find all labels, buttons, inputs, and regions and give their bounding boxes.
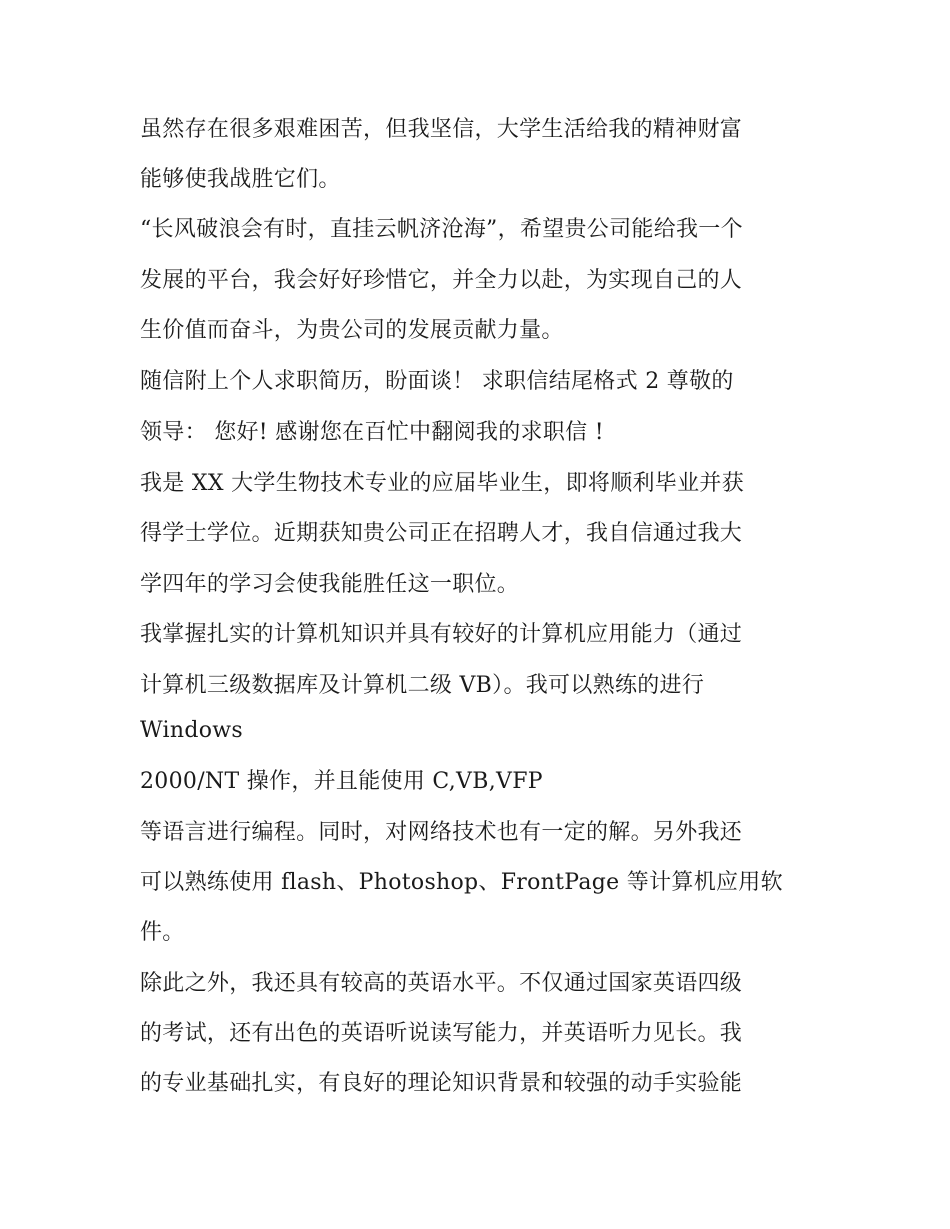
text-line: 生价值而奋斗，为贵公司的发展贡献力量。 — [140, 318, 564, 343]
text-line: 我掌握扎实的计算机知识并具有较好的计算机应用能力（通过 — [140, 622, 743, 647]
text-line: 领导： 您好! 感谢您在百忙中翻阅我的求职信 ! — [140, 420, 604, 445]
text-line: 的专业基础扎实，有良好的理论知识背景和较强的动手实验能 — [140, 1071, 743, 1096]
text-line: 可以熟练使用 flash、Photoshop、FrontPage 等计算机应用软 — [140, 870, 783, 895]
text-line: 除此之外，我还具有较高的英语水平。不仅通过国家英语四级 — [140, 971, 743, 996]
text-line: 能够使我战胜它们。 — [140, 167, 341, 192]
text-line: 随信附上个人求职简历，盼面谈！ 求职信结尾格式 2 尊敬的 — [140, 369, 734, 394]
text-line: 得学士学位。近期获知贵公司正在招聘人才，我自信通过我大 — [140, 521, 743, 546]
text-line: 计算机三级数据库及计算机二级 VB）。我可以熟练的进行 — [140, 673, 705, 698]
text-line: 等语言进行编程。同时，对网络技术也有一定的解。另外我还 — [140, 820, 743, 845]
text-line: “长风破浪会有时，直挂云帆济沧海”，希望贵公司能给我一个 — [140, 217, 743, 242]
text-line: 的考试，还有出色的英语听说读写能力，并英语听力见长。我 — [140, 1021, 743, 1046]
text-line: 发展的平台，我会好好珍惜它，并全力以赴，为实现自己的人 — [140, 268, 743, 293]
text-line: Windows — [140, 718, 243, 743]
text-line: 虽然存在很多艰难困苦，但我坚信，大学生活给我的精神财富 — [140, 117, 743, 142]
text-line: 学四年的学习会使我能胜任这一职位。 — [140, 572, 520, 597]
text-line: 2000/NT 操作，并且能使用 C,VB,VFP — [140, 769, 543, 794]
text-line: 我是 XX 大学生物技术专业的应届毕业生，即将顺利毕业并获 — [140, 471, 745, 496]
text-line: 件。 — [140, 920, 185, 945]
